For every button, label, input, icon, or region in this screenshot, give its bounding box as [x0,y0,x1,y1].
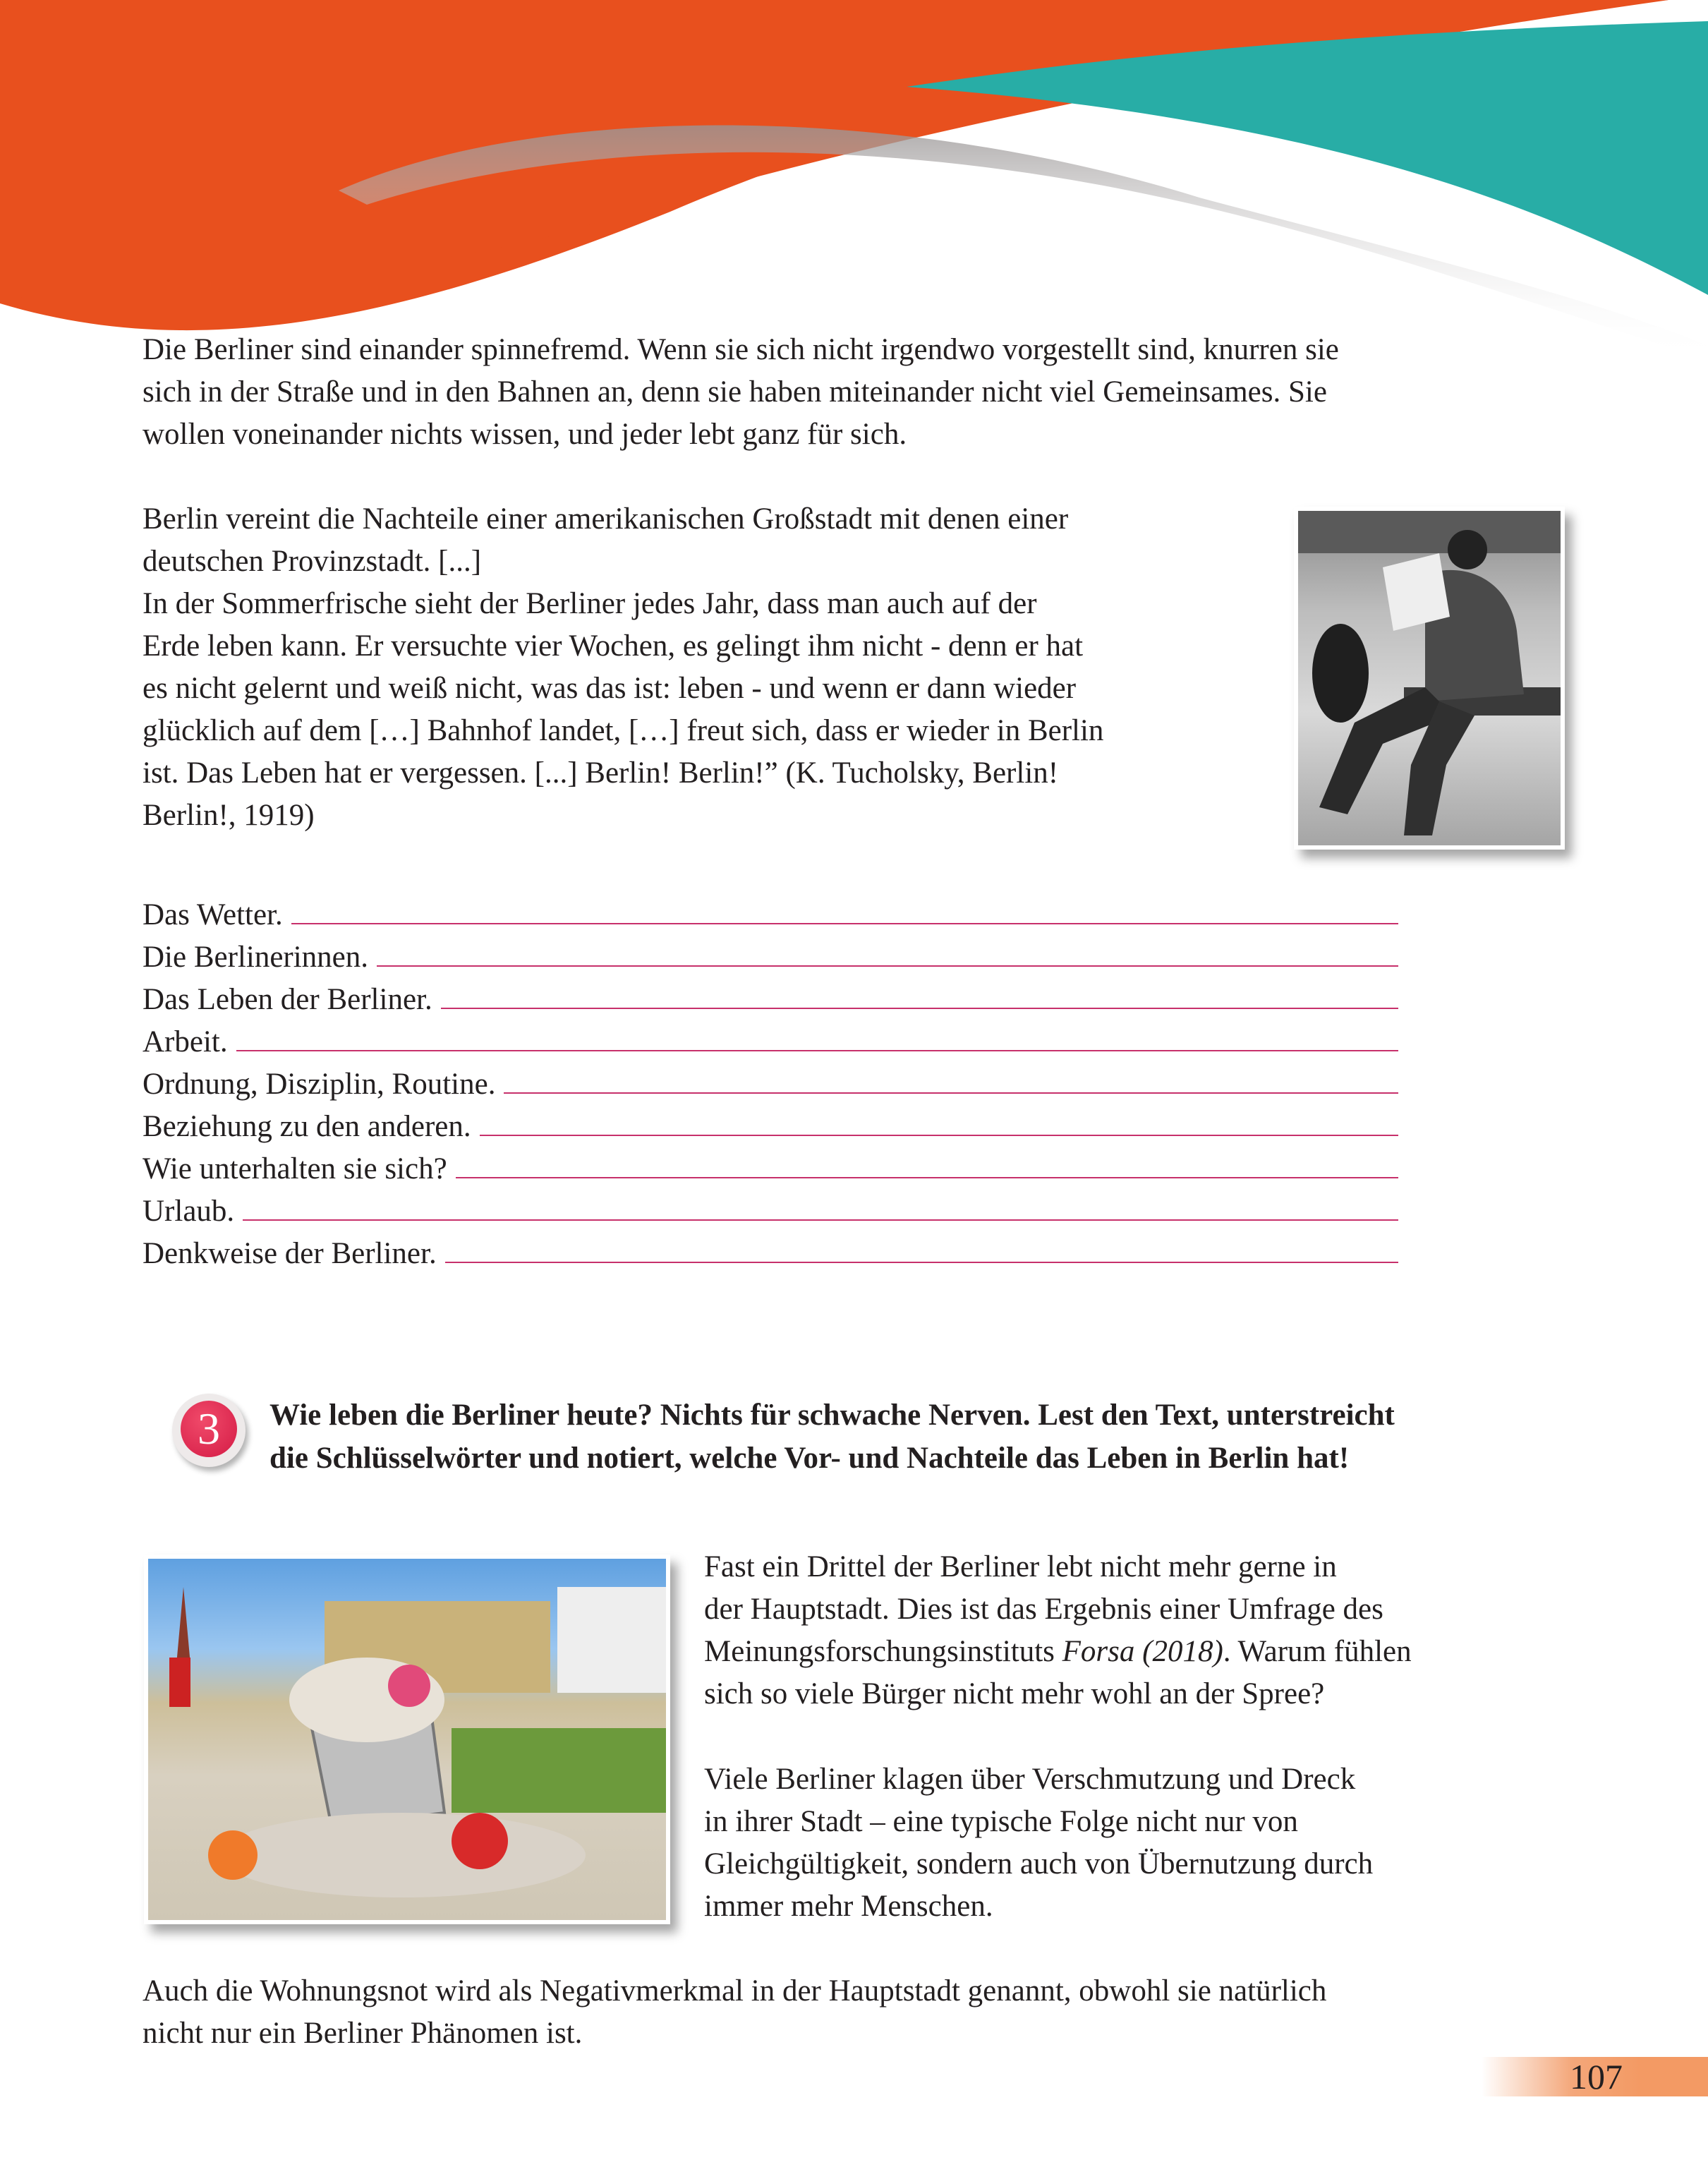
task-instruction [269,1394,1395,1480]
article-paragraph-3 [143,1970,1326,2055]
text-span: Meinungsforschungsinstituts [704,1635,1062,1668]
article-paragraph-2 [704,1758,1373,1928]
answer-line[interactable] [445,1229,1398,1263]
task-number: 3 [181,1401,237,1457]
fill-in-row [143,1018,1398,1060]
text-line: Fast ein Drittel der Berliner lebt nicht mehr gerne in [704,1550,1337,1583]
answer-line[interactable] [236,1018,1398,1051]
answer-line[interactable] [441,975,1398,1009]
fill-in-label: Das Wetter. [143,898,283,931]
fill-in-row [143,1187,1398,1229]
fill-in-label: Arbeit. [143,1025,228,1058]
answer-line[interactable] [243,1187,1398,1221]
text-line: Auch die Wohnungsnot wird als Negativmerkmal in der Hauptstadt genannt, obwohl sie natürlich [143,1974,1327,2008]
fill-in-row [143,1102,1398,1145]
fill-in-row [143,1145,1398,1187]
article-paragraph-1 [704,1546,1412,1715]
text-line: es nicht gelernt und weiß nicht, was das ist: leben - und wenn er dann wieder [143,672,1077,705]
photo-illustration [148,1559,666,1920]
text-line: der Hauptstadt. Dies ist das Ergebnis einer Umfrage des [704,1593,1383,1626]
answer-line[interactable] [504,1060,1398,1094]
text-line: In der Sommerfrische sieht der Berliner jedes Jahr, dass man auch auf der [143,587,1037,620]
task-number-badge [172,1394,246,1467]
text-line: Viele Berliner klagen über Verschmutzung und Dreck [704,1763,1356,1796]
text-line: Wie leben die Berliner heute? Nichts für schwache Nerven. Lest den Text, unterstreicht [269,1399,1395,1432]
text-line: Berlin vereint die Nachteile einer amerikanischen Großstadt mit denen einer [143,502,1069,536]
text-line: in ihrer Stadt – eine typische Folge nicht nur von [704,1805,1298,1838]
text-line: wollen voneinander nichts wissen, und jeder lebt ganz für sich. [143,418,907,451]
fill-in-label: Wie unterhalten sie sich? [143,1152,447,1185]
source-citation: Forsa (2018) [1062,1635,1223,1668]
fill-in-label: Beziehung zu den anderen. [143,1110,471,1143]
text-line: Gleichgültigkeit, sondern auch von Übernutzung durch [704,1847,1374,1881]
fill-in-row [143,975,1398,1018]
text-line: Berlin!, 1919) [143,799,315,832]
fill-in-row [143,1060,1398,1102]
fill-in-label: Denkweise der Berliner. [143,1237,437,1270]
fill-in-row [143,933,1398,975]
page-number-bar [1482,2057,1708,2096]
fill-in-row [143,1229,1398,1272]
answer-line[interactable] [480,1102,1398,1136]
text-line: immer mehr Menschen. [704,1890,993,1923]
answer-line[interactable] [456,1145,1398,1178]
text-line: deutschen Provinzstadt. [...] [143,545,482,578]
text-line: ist. Das Leben hat er vergessen. [...] Berlin! Berlin!” (K. Tucholsky, Berlin! [143,756,1059,790]
text-line: die Schlüsselwörter und notiert, welche Vor- und Nachteile das Leben in Berlin hat! [269,1442,1350,1475]
text-line [704,1631,1412,1673]
fill-in-row [143,891,1398,933]
page-number: 107 [1570,2057,1623,2096]
intro-paragraph-2 [143,498,1103,837]
fill-in-label: Ordnung, Disziplin, Routine. [143,1068,496,1101]
header-decoration [0,0,1708,367]
fill-in-label: Urlaub. [143,1195,235,1228]
fill-in-label: Das Leben der Berliner. [143,983,432,1016]
text-line: Die Berliner sind einander spinnefremd. Wenn sie sich nicht irgendwo vorgestellt sind, knurren sie [143,333,1339,366]
answer-line[interactable] [291,891,1398,924]
text-span: . Warum fühlen [1223,1635,1412,1668]
answer-line[interactable] [377,933,1398,967]
text-line: nicht nur ein Berliner Phänomen ist. [143,2017,583,2050]
text-line: sich so viele Bürger nicht mehr wohl an der Spree? [704,1677,1325,1710]
photo-man-reading-newspaper [1294,507,1565,850]
text-line: glücklich auf dem […] Bahnhof landet, […] freut sich, dass er wieder in Berlin [143,714,1104,747]
text-line: Erde leben kann. Er versuchte vier Wochen, es gelingt ihm nicht - denn er hat [143,629,1084,663]
photo-overflowing-trash-bin [144,1555,670,1924]
photo-illustration [1298,511,1561,845]
fill-in-label: Die Berlinerinnen. [143,941,369,974]
intro-paragraph-1 [143,329,1339,456]
text-line: sich in der Straße und in den Bahnen an, denn sie haben miteinander nicht viel Gemeinsames. Sie [143,375,1327,409]
